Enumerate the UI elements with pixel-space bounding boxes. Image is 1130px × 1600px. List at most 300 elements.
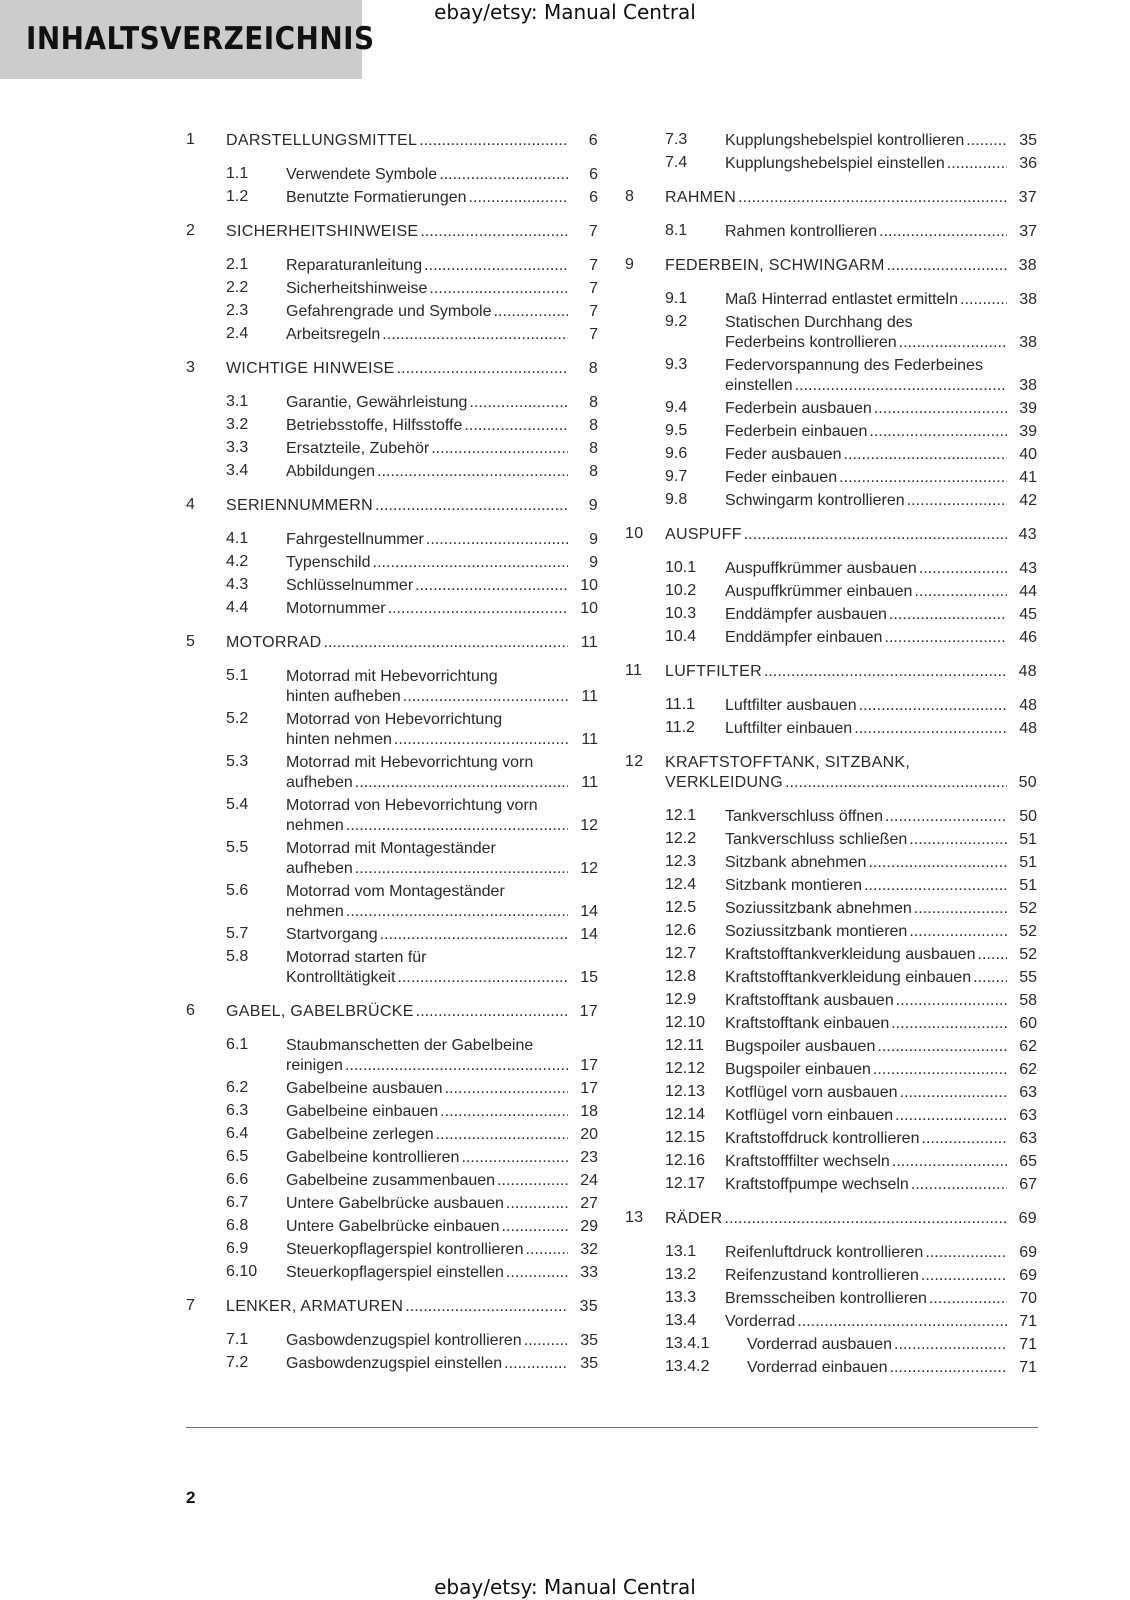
toc-page-number: 62 bbox=[1019, 1038, 1037, 1055]
toc-number: 4.1 bbox=[226, 530, 249, 547]
toc-title: Schwingarm kontrollieren bbox=[725, 492, 905, 509]
page-title: INHALTSVERZEICHNIS bbox=[26, 21, 375, 57]
toc-title: Steuerkopflagerspiel kontrollieren bbox=[286, 1241, 524, 1258]
toc-chapter bbox=[186, 496, 598, 516]
leader-dots bbox=[377, 462, 568, 482]
toc-page-number: 58 bbox=[1019, 992, 1037, 1009]
toc-title: Gasbowdenzugspiel einstellen bbox=[286, 1355, 503, 1372]
toc-page-number: 8 bbox=[589, 394, 598, 411]
toc-entry bbox=[186, 1331, 598, 1351]
toc-title: VERKLEIDUNG bbox=[665, 774, 783, 791]
toc-title: Bremsscheiben kontrollieren bbox=[725, 1290, 927, 1307]
toc-title: Reparaturanleitung bbox=[286, 257, 423, 274]
toc-entry bbox=[625, 399, 1037, 419]
toc-number: 13.2 bbox=[665, 1266, 697, 1283]
toc-entry bbox=[625, 1129, 1037, 1149]
toc-page-number: 71 bbox=[1019, 1359, 1037, 1376]
toc-entry bbox=[625, 1060, 1037, 1080]
leader-dots bbox=[346, 816, 568, 836]
toc-title: SICHERHEITSHINWEISE bbox=[226, 223, 419, 240]
leader-dots bbox=[907, 491, 1007, 511]
toc-title: Kupplungshebelspiel kontrollieren bbox=[725, 132, 965, 149]
leader-dots bbox=[947, 154, 1007, 174]
toc-page-number: 32 bbox=[580, 1241, 598, 1258]
leader-dots bbox=[725, 1209, 1007, 1229]
toc-entry bbox=[625, 991, 1037, 1011]
toc-number: 12.11 bbox=[665, 1037, 704, 1054]
toc-page-number: 52 bbox=[1019, 923, 1037, 940]
toc-page-number: 42 bbox=[1019, 492, 1037, 509]
toc-title: Gabelbeine kontrollieren bbox=[286, 1149, 460, 1166]
leader-dots bbox=[899, 333, 1007, 353]
toc-title: Arbeitsregeln bbox=[286, 326, 381, 343]
toc-page-number: 65 bbox=[1019, 1153, 1037, 1170]
toc-page-number: 24 bbox=[580, 1172, 598, 1189]
toc-page-number: 70 bbox=[1019, 1290, 1037, 1307]
toc-number: 13 bbox=[625, 1209, 644, 1226]
toc-title: LENKER, ARMATUREN bbox=[226, 1298, 404, 1315]
toc-page-number: 35 bbox=[1019, 132, 1037, 149]
toc-page-number: 23 bbox=[580, 1149, 598, 1166]
toc-entry bbox=[625, 876, 1037, 896]
toc-number: 6.10 bbox=[226, 1263, 258, 1280]
toc-number: 6 bbox=[186, 1002, 196, 1019]
toc-number: 12.16 bbox=[665, 1152, 706, 1169]
leader-dots bbox=[785, 773, 1007, 793]
leader-dots bbox=[420, 222, 568, 242]
toc-page-number: 10 bbox=[580, 577, 598, 594]
toc-title: Motorrad starten für bbox=[286, 949, 427, 966]
toc-number: 12.17 bbox=[665, 1175, 706, 1192]
toc-entry bbox=[186, 416, 598, 436]
toc-page-number: 14 bbox=[580, 903, 598, 920]
leader-dots bbox=[890, 1358, 1007, 1378]
toc-entry bbox=[625, 807, 1037, 827]
toc-number: 4.4 bbox=[226, 599, 249, 616]
toc-entry bbox=[625, 628, 1037, 648]
leader-dots bbox=[885, 807, 1007, 827]
toc-page-number: 14 bbox=[580, 926, 598, 943]
toc-page-number: 38 bbox=[1019, 334, 1037, 351]
toc-number: 10.2 bbox=[665, 582, 697, 599]
toc-chapter bbox=[625, 1209, 1037, 1229]
toc-title: Bugspoiler einbauen bbox=[725, 1061, 871, 1078]
toc-title: reinigen bbox=[286, 1057, 343, 1074]
toc-number: 9.2 bbox=[665, 313, 688, 330]
toc-chapter bbox=[625, 256, 1037, 276]
toc-title: Fahrgestellnummer bbox=[286, 531, 424, 548]
toc-title: Kontrolltätigkeit bbox=[286, 969, 396, 986]
toc-number: 13.4.1 bbox=[665, 1335, 710, 1352]
toc-page-number: 48 bbox=[1018, 663, 1037, 680]
toc-number: 5.8 bbox=[226, 948, 249, 965]
toc-title: FEDERBEIN, SCHWINGARM bbox=[665, 257, 885, 274]
toc-number: 5.3 bbox=[226, 753, 249, 770]
toc-page-number: 44 bbox=[1019, 583, 1037, 600]
leader-dots bbox=[879, 222, 1007, 242]
toc-number: 4.2 bbox=[226, 553, 249, 570]
toc-page-number: 27 bbox=[580, 1195, 598, 1212]
toc-title: Maß Hinterrad entlastet ermitteln bbox=[725, 291, 958, 308]
toc-entry bbox=[186, 576, 598, 596]
leader-dots bbox=[797, 1312, 1007, 1332]
toc-number: 6.2 bbox=[226, 1079, 249, 1096]
toc-entry bbox=[625, 1152, 1037, 1172]
toc-entry bbox=[186, 667, 598, 707]
leader-dots bbox=[873, 1060, 1007, 1080]
toc-page-number: 8 bbox=[589, 463, 598, 480]
toc-number: 10.1 bbox=[665, 559, 697, 576]
toc-entry bbox=[625, 468, 1037, 488]
toc-entry bbox=[186, 796, 598, 836]
leader-dots bbox=[524, 1331, 568, 1351]
toc-entry bbox=[625, 222, 1037, 242]
leader-dots bbox=[764, 662, 1007, 682]
toc-number: 9.4 bbox=[665, 399, 688, 416]
toc-number: 7 bbox=[186, 1297, 196, 1314]
leader-dots bbox=[909, 830, 1007, 850]
toc-entry bbox=[186, 1036, 598, 1076]
toc-entry bbox=[186, 1102, 598, 1122]
toc-title: Startvorgang bbox=[286, 926, 378, 943]
toc-entry bbox=[186, 553, 598, 573]
toc-page-number: 50 bbox=[1019, 808, 1037, 825]
toc-title: Feder einbauen bbox=[725, 469, 838, 486]
leader-dots bbox=[394, 730, 568, 750]
toc-number: 9.1 bbox=[665, 290, 688, 307]
leader-dots bbox=[436, 1125, 568, 1145]
toc-page-number: 29 bbox=[580, 1218, 598, 1235]
toc-title: Enddämpfer ausbauen bbox=[725, 606, 887, 623]
toc-entry bbox=[625, 1014, 1037, 1034]
toc-title: Motorrad mit Hebevorrichtung vorn bbox=[286, 754, 534, 771]
leader-dots bbox=[355, 859, 568, 879]
toc-entry bbox=[625, 559, 1037, 579]
leader-dots bbox=[429, 279, 568, 299]
toc-number: 8.1 bbox=[665, 222, 688, 239]
toc-number: 1.1 bbox=[226, 165, 249, 182]
toc-title: Untere Gabelbrücke ausbauen bbox=[286, 1195, 504, 1212]
toc-page-number: 69 bbox=[1019, 1244, 1037, 1261]
leader-dots bbox=[504, 1354, 568, 1374]
leader-dots bbox=[911, 1175, 1007, 1195]
toc-number: 12 bbox=[625, 753, 644, 770]
toc-entry bbox=[625, 1358, 1037, 1378]
toc-page-number: 35 bbox=[579, 1298, 598, 1315]
toc-number: 6.9 bbox=[226, 1240, 249, 1257]
leader-dots bbox=[397, 968, 568, 988]
toc-page-number: 38 bbox=[1019, 377, 1037, 394]
toc-title: MOTORRAD bbox=[226, 634, 322, 651]
leader-dots bbox=[424, 256, 568, 276]
leader-dots bbox=[874, 399, 1007, 419]
toc-page-number: 43 bbox=[1018, 526, 1037, 543]
toc-number: 9.6 bbox=[665, 445, 688, 462]
toc-title: Kotflügel vorn ausbauen bbox=[725, 1084, 898, 1101]
toc-page-number: 17 bbox=[580, 1080, 598, 1097]
toc-page-number: 11 bbox=[581, 774, 598, 791]
toc-entry bbox=[625, 582, 1037, 602]
toc-title: Motornummer bbox=[286, 600, 386, 617]
toc-title: Gasbowdenzugspiel kontrollieren bbox=[286, 1332, 522, 1349]
toc-number: 1.2 bbox=[226, 188, 249, 205]
toc-number: 10 bbox=[625, 525, 644, 542]
toc-title: Motorrad von Hebevorrichtung vorn bbox=[286, 797, 538, 814]
leader-dots bbox=[426, 530, 568, 550]
toc-chapter bbox=[625, 662, 1037, 682]
toc-chapter bbox=[186, 1297, 598, 1317]
toc-title: RAHMEN bbox=[665, 189, 737, 206]
toc-entry bbox=[625, 899, 1037, 919]
leader-dots bbox=[415, 576, 568, 596]
toc-number: 5.5 bbox=[226, 839, 249, 856]
toc-title: Benutzte Formatierungen bbox=[286, 189, 467, 206]
toc-page-number: 15 bbox=[580, 969, 598, 986]
toc-entry bbox=[186, 948, 598, 988]
toc-number: 3.1 bbox=[226, 393, 249, 410]
toc-page-number: 17 bbox=[580, 1057, 598, 1074]
leader-dots bbox=[464, 416, 568, 436]
toc-page-number: 37 bbox=[1019, 223, 1037, 240]
leader-dots bbox=[469, 188, 568, 208]
leader-dots bbox=[323, 633, 568, 653]
toc-entry bbox=[186, 1240, 598, 1260]
leader-dots bbox=[445, 1079, 568, 1099]
toc-page-number: 12 bbox=[580, 860, 598, 877]
toc-entry bbox=[625, 1106, 1037, 1126]
toc-page-number: 51 bbox=[1019, 854, 1037, 871]
toc-entry bbox=[625, 853, 1037, 873]
toc-page-number: 55 bbox=[1019, 969, 1037, 986]
toc-number: 2.4 bbox=[226, 325, 249, 342]
toc-page-number: 7 bbox=[589, 257, 598, 274]
watermark-top: ebay/etsy: Manual Central bbox=[434, 0, 696, 24]
toc-title: Feder ausbauen bbox=[725, 446, 842, 463]
toc-title: DARSTELLUNGSMITTEL bbox=[226, 132, 418, 149]
leader-dots bbox=[896, 991, 1007, 1011]
toc-entry bbox=[186, 462, 598, 482]
leader-dots bbox=[380, 925, 568, 945]
leader-dots bbox=[864, 876, 1007, 896]
toc-entry bbox=[186, 1354, 598, 1374]
toc-number: 3.3 bbox=[226, 439, 249, 456]
toc-page-number: 52 bbox=[1019, 946, 1037, 963]
toc-number: 5.2 bbox=[226, 710, 249, 727]
toc-title: Vorderrad ausbauen bbox=[747, 1336, 892, 1353]
toc-entry bbox=[186, 753, 598, 793]
leader-dots bbox=[891, 1014, 1007, 1034]
toc-page-number: 8 bbox=[589, 417, 598, 434]
leader-dots bbox=[844, 445, 1007, 465]
toc-page-number: 63 bbox=[1019, 1130, 1037, 1147]
leader-dots bbox=[795, 376, 1007, 396]
toc-number: 9 bbox=[625, 256, 635, 273]
toc-page-number: 63 bbox=[1019, 1084, 1037, 1101]
leader-dots bbox=[854, 719, 1007, 739]
toc-entry bbox=[625, 356, 1037, 396]
page-number: 2 bbox=[186, 1488, 196, 1507]
leader-dots bbox=[839, 468, 1007, 488]
toc-number: 13.3 bbox=[665, 1289, 697, 1306]
leader-dots bbox=[397, 359, 568, 379]
toc-page-number: 50 bbox=[1018, 774, 1037, 791]
toc-title: SERIENNUMMERN bbox=[226, 497, 374, 514]
toc-page-number: 43 bbox=[1019, 560, 1037, 577]
toc-entry bbox=[186, 530, 598, 550]
leader-dots bbox=[345, 1056, 568, 1076]
toc-number: 2.3 bbox=[226, 302, 249, 319]
toc-page-number: 35 bbox=[580, 1332, 598, 1349]
toc-page-number: 11 bbox=[581, 688, 598, 705]
toc-number: 5.6 bbox=[226, 882, 249, 899]
toc-number: 2 bbox=[186, 222, 196, 239]
leader-dots bbox=[405, 1297, 568, 1317]
toc-entry bbox=[186, 279, 598, 299]
toc-number: 3.2 bbox=[226, 416, 249, 433]
toc-page-number: 38 bbox=[1019, 291, 1037, 308]
toc-number: 10.4 bbox=[665, 628, 697, 645]
toc-page-number: 33 bbox=[580, 1264, 598, 1281]
toc-number: 12.1 bbox=[665, 807, 697, 824]
toc-number: 3 bbox=[186, 359, 196, 376]
toc-page-number: 46 bbox=[1019, 629, 1037, 646]
toc-entry bbox=[625, 719, 1037, 739]
toc-entry bbox=[186, 839, 598, 879]
toc-title: hinten nehmen bbox=[286, 731, 392, 748]
toc-chapter bbox=[186, 633, 598, 653]
toc-page-number: 52 bbox=[1019, 900, 1037, 917]
toc-number: 4 bbox=[186, 496, 196, 513]
leader-dots bbox=[439, 165, 568, 185]
leader-dots bbox=[919, 559, 1007, 579]
toc-page-number: 6 bbox=[589, 166, 598, 183]
toc-page-number: 9 bbox=[588, 497, 598, 514]
leader-dots bbox=[966, 131, 1007, 151]
leader-dots bbox=[375, 496, 568, 516]
toc-page-number: 9 bbox=[589, 531, 598, 548]
toc-page-number: 62 bbox=[1019, 1061, 1037, 1078]
toc-page-number: 41 bbox=[1019, 469, 1037, 486]
toc-entry bbox=[625, 154, 1037, 174]
toc-number: 6.7 bbox=[226, 1194, 249, 1211]
leader-dots bbox=[416, 1002, 568, 1022]
toc-number: 6.3 bbox=[226, 1102, 249, 1119]
toc-number: 6.6 bbox=[226, 1171, 249, 1188]
toc-title: Kraftstoffpumpe wechseln bbox=[725, 1176, 909, 1193]
toc-entry bbox=[625, 1083, 1037, 1103]
toc-title: Tankverschluss öffnen bbox=[725, 808, 884, 825]
toc-number: 12.6 bbox=[665, 922, 697, 939]
toc-entry bbox=[625, 1037, 1037, 1057]
toc-chapter bbox=[186, 359, 598, 379]
leader-dots bbox=[506, 1263, 568, 1283]
toc-entry bbox=[625, 445, 1037, 465]
toc-title: Kraftstofftank ausbauen bbox=[725, 992, 894, 1009]
toc-number: 6.1 bbox=[226, 1036, 249, 1053]
toc-number: 3.4 bbox=[226, 462, 249, 479]
leader-dots bbox=[346, 902, 568, 922]
toc-title: hinten aufheben bbox=[286, 688, 401, 705]
leader-dots bbox=[929, 1289, 1007, 1309]
toc-title: nehmen bbox=[286, 903, 344, 920]
leader-dots bbox=[973, 968, 1007, 988]
toc-number: 12.10 bbox=[665, 1014, 706, 1031]
toc-entry bbox=[186, 1194, 598, 1214]
toc-number: 12.7 bbox=[665, 945, 697, 962]
toc-title: Gabelbeine zerlegen bbox=[286, 1126, 434, 1143]
toc-title: Auspuffkrümmer einbauen bbox=[725, 583, 913, 600]
toc-page-number: 69 bbox=[1019, 1267, 1037, 1284]
toc-chapter bbox=[625, 188, 1037, 208]
toc-title: Soziussitzbank montieren bbox=[725, 923, 908, 940]
toc-page-number: 6 bbox=[588, 132, 598, 149]
toc-number: 11.2 bbox=[665, 719, 695, 736]
toc-entry bbox=[186, 393, 598, 413]
toc-number: 12.4 bbox=[665, 876, 697, 893]
toc-title: Untere Gabelbrücke einbauen bbox=[286, 1218, 500, 1235]
toc-page-number: 48 bbox=[1019, 697, 1037, 714]
toc-page-number: 71 bbox=[1019, 1313, 1037, 1330]
leader-dots bbox=[431, 439, 568, 459]
leader-dots bbox=[894, 1335, 1007, 1355]
toc-page-number: 48 bbox=[1019, 720, 1037, 737]
toc-title: Verwendete Symbole bbox=[286, 166, 438, 183]
toc-title: Kraftstoffdruck kontrollieren bbox=[725, 1130, 920, 1147]
leader-dots bbox=[525, 1240, 568, 1260]
toc-number: 5.7 bbox=[226, 925, 249, 942]
toc-entry bbox=[625, 313, 1037, 353]
toc-page-number: 12 bbox=[580, 817, 598, 834]
toc-entry bbox=[186, 256, 598, 276]
toc-entry bbox=[625, 605, 1037, 625]
toc-title: Gabelbeine ausbauen bbox=[286, 1080, 443, 1097]
toc-title: Reifenluftdruck kontrollieren bbox=[725, 1244, 924, 1261]
toc-page-number: 40 bbox=[1019, 446, 1037, 463]
toc-title: nehmen bbox=[286, 817, 344, 834]
toc-title: Sitzbank abnehmen bbox=[725, 854, 867, 871]
leader-dots bbox=[960, 290, 1007, 310]
toc-title: Kraftstofftank einbauen bbox=[725, 1015, 890, 1032]
toc-entry bbox=[186, 710, 598, 750]
toc-title: Kraftstofftankverkleidung einbauen bbox=[725, 969, 972, 986]
toc-entry bbox=[625, 491, 1037, 511]
toc-page-number: 11 bbox=[580, 634, 598, 651]
toc-entry bbox=[625, 1266, 1037, 1286]
toc-number: 13.4 bbox=[665, 1312, 697, 1329]
toc-entry bbox=[625, 290, 1037, 310]
toc-title: Statischen Durchhang des bbox=[725, 314, 913, 331]
toc-number: 11.1 bbox=[665, 696, 695, 713]
toc-number: 10.3 bbox=[665, 605, 697, 622]
toc-title: Gabelbeine zusammenbauen bbox=[286, 1172, 496, 1189]
toc-number: 7.2 bbox=[226, 1354, 249, 1371]
toc-entry bbox=[186, 599, 598, 619]
toc-chapter bbox=[186, 1002, 598, 1022]
toc-entry bbox=[186, 1148, 598, 1168]
toc-title: RÄDER bbox=[665, 1210, 723, 1227]
toc-title: KRAFTSTOFFTANK, SITZBANK, bbox=[665, 754, 911, 771]
leader-dots bbox=[909, 922, 1007, 942]
toc-number: 12.9 bbox=[665, 991, 697, 1008]
toc-title: Staubmanschetten der Gabelbeine bbox=[286, 1037, 534, 1054]
toc-number: 1 bbox=[186, 131, 196, 148]
toc-entry bbox=[186, 302, 598, 322]
leader-dots bbox=[403, 687, 568, 707]
toc-page-number: 20 bbox=[580, 1126, 598, 1143]
toc-title: Luftfilter einbauen bbox=[725, 720, 853, 737]
toc-title: Rahmen kontrollieren bbox=[725, 223, 878, 240]
toc-page-number: 17 bbox=[579, 1003, 598, 1020]
